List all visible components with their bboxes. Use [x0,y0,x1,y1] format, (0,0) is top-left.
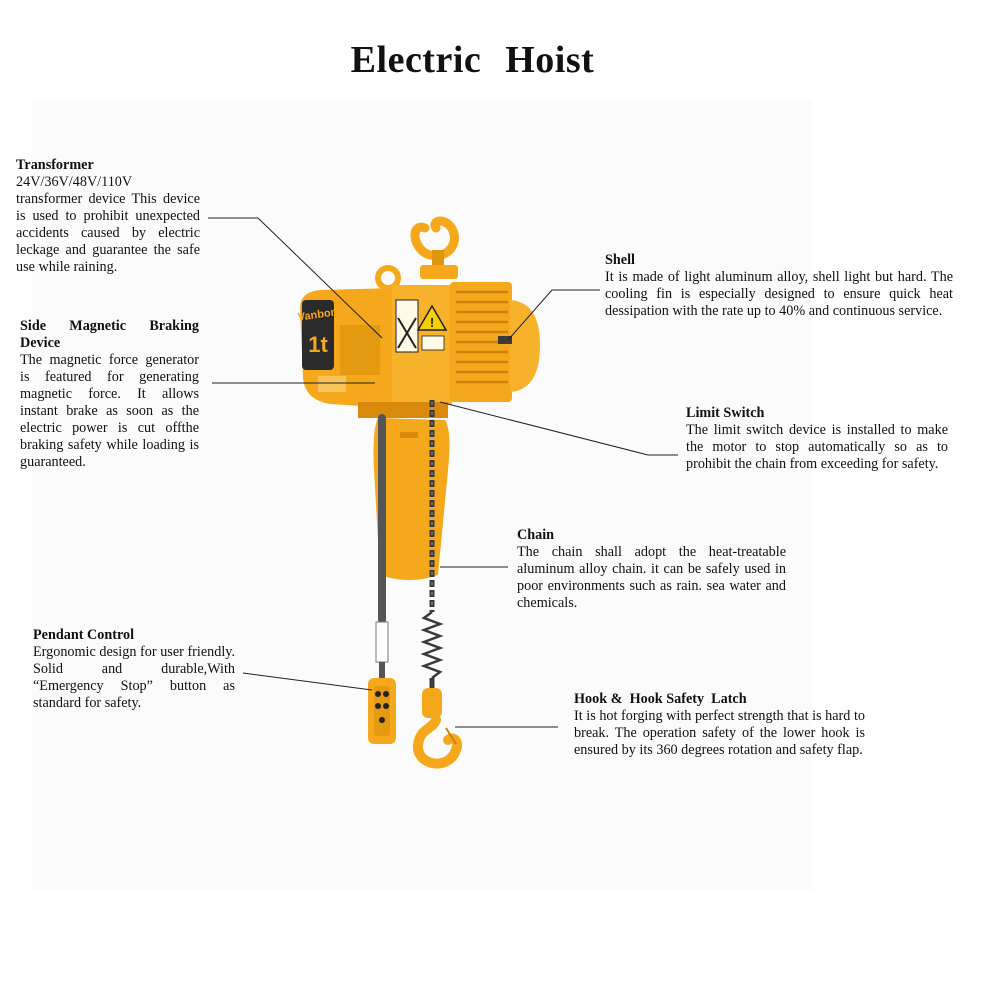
hoist-body [297,282,540,418]
callout-transformer [16,157,200,276]
page-title: Electric Hoist [350,39,595,81]
callout-braking [20,318,199,471]
callout-chain-body: The chain shall adopt the heat-treatable aluminum alloy chain. it can be safely used in poor environments such as rain. sea water and chemicals. [517,544,786,611]
top-hook-icon [378,221,458,288]
callout-transformer-heading: Transformer [16,157,94,173]
callout-pendant-control [33,627,235,712]
callout-shell-body: It is made of light aluminum alloy, shell light but hard. The cooling fin is especially designed to ensure quick heat dessipation with the rate up to 40% and continuous service. [605,269,953,319]
callout-pendant-body: Ergonomic design for user friendly. Solid and durable,With “Emergency Stop” button as standard for safety. [33,644,235,711]
callout-shell-heading: Shell [605,252,635,268]
callout-limit-switch [686,405,948,473]
callout-shell [605,252,953,320]
callout-chain-heading: Chain [517,527,555,543]
leader-pendant [243,673,372,690]
callout-limit-heading: Limit Switch [686,405,765,421]
callout-braking-heading: Side Magnetic Braking Device [20,318,199,351]
callout-transformer-body: transformer device This device is used to prohibit unexpected accidents caused by electric leckage and guarantee the safe use while raining. [16,191,200,275]
callout-braking-body: The magnetic force generator is featured for generating magnetic force. It allows instant brake as soon as the electric power is cut offthe braking safety while loading is guaranteed. [20,352,199,470]
callout-pendant-heading: Pendant Control [33,627,135,643]
callout-hook-heading: Hook & Hook Safety Latch [574,691,747,707]
nameplate-brand: Vanbon [297,306,339,324]
callout-limit-body: The limit switch device is installed to make the motor to stop automatically so as to prohibit the chain from exceeding for safety. [686,422,948,472]
leader-limit [440,402,678,455]
bottom-hook-icon [418,688,457,764]
callout-transformer-voltages: 24V/36V/48V/110V [16,174,133,190]
nameplate-capacity: 1t [308,332,328,357]
callout-hook [574,691,865,759]
callout-hook-body: It is hot forging with perfect strength that is hard to break. The operation safety of the lower hook is ensured by its 360 degrees rotation and safety flap. [574,708,865,758]
svg-text:!: ! [429,315,435,330]
callout-chain [517,527,786,612]
